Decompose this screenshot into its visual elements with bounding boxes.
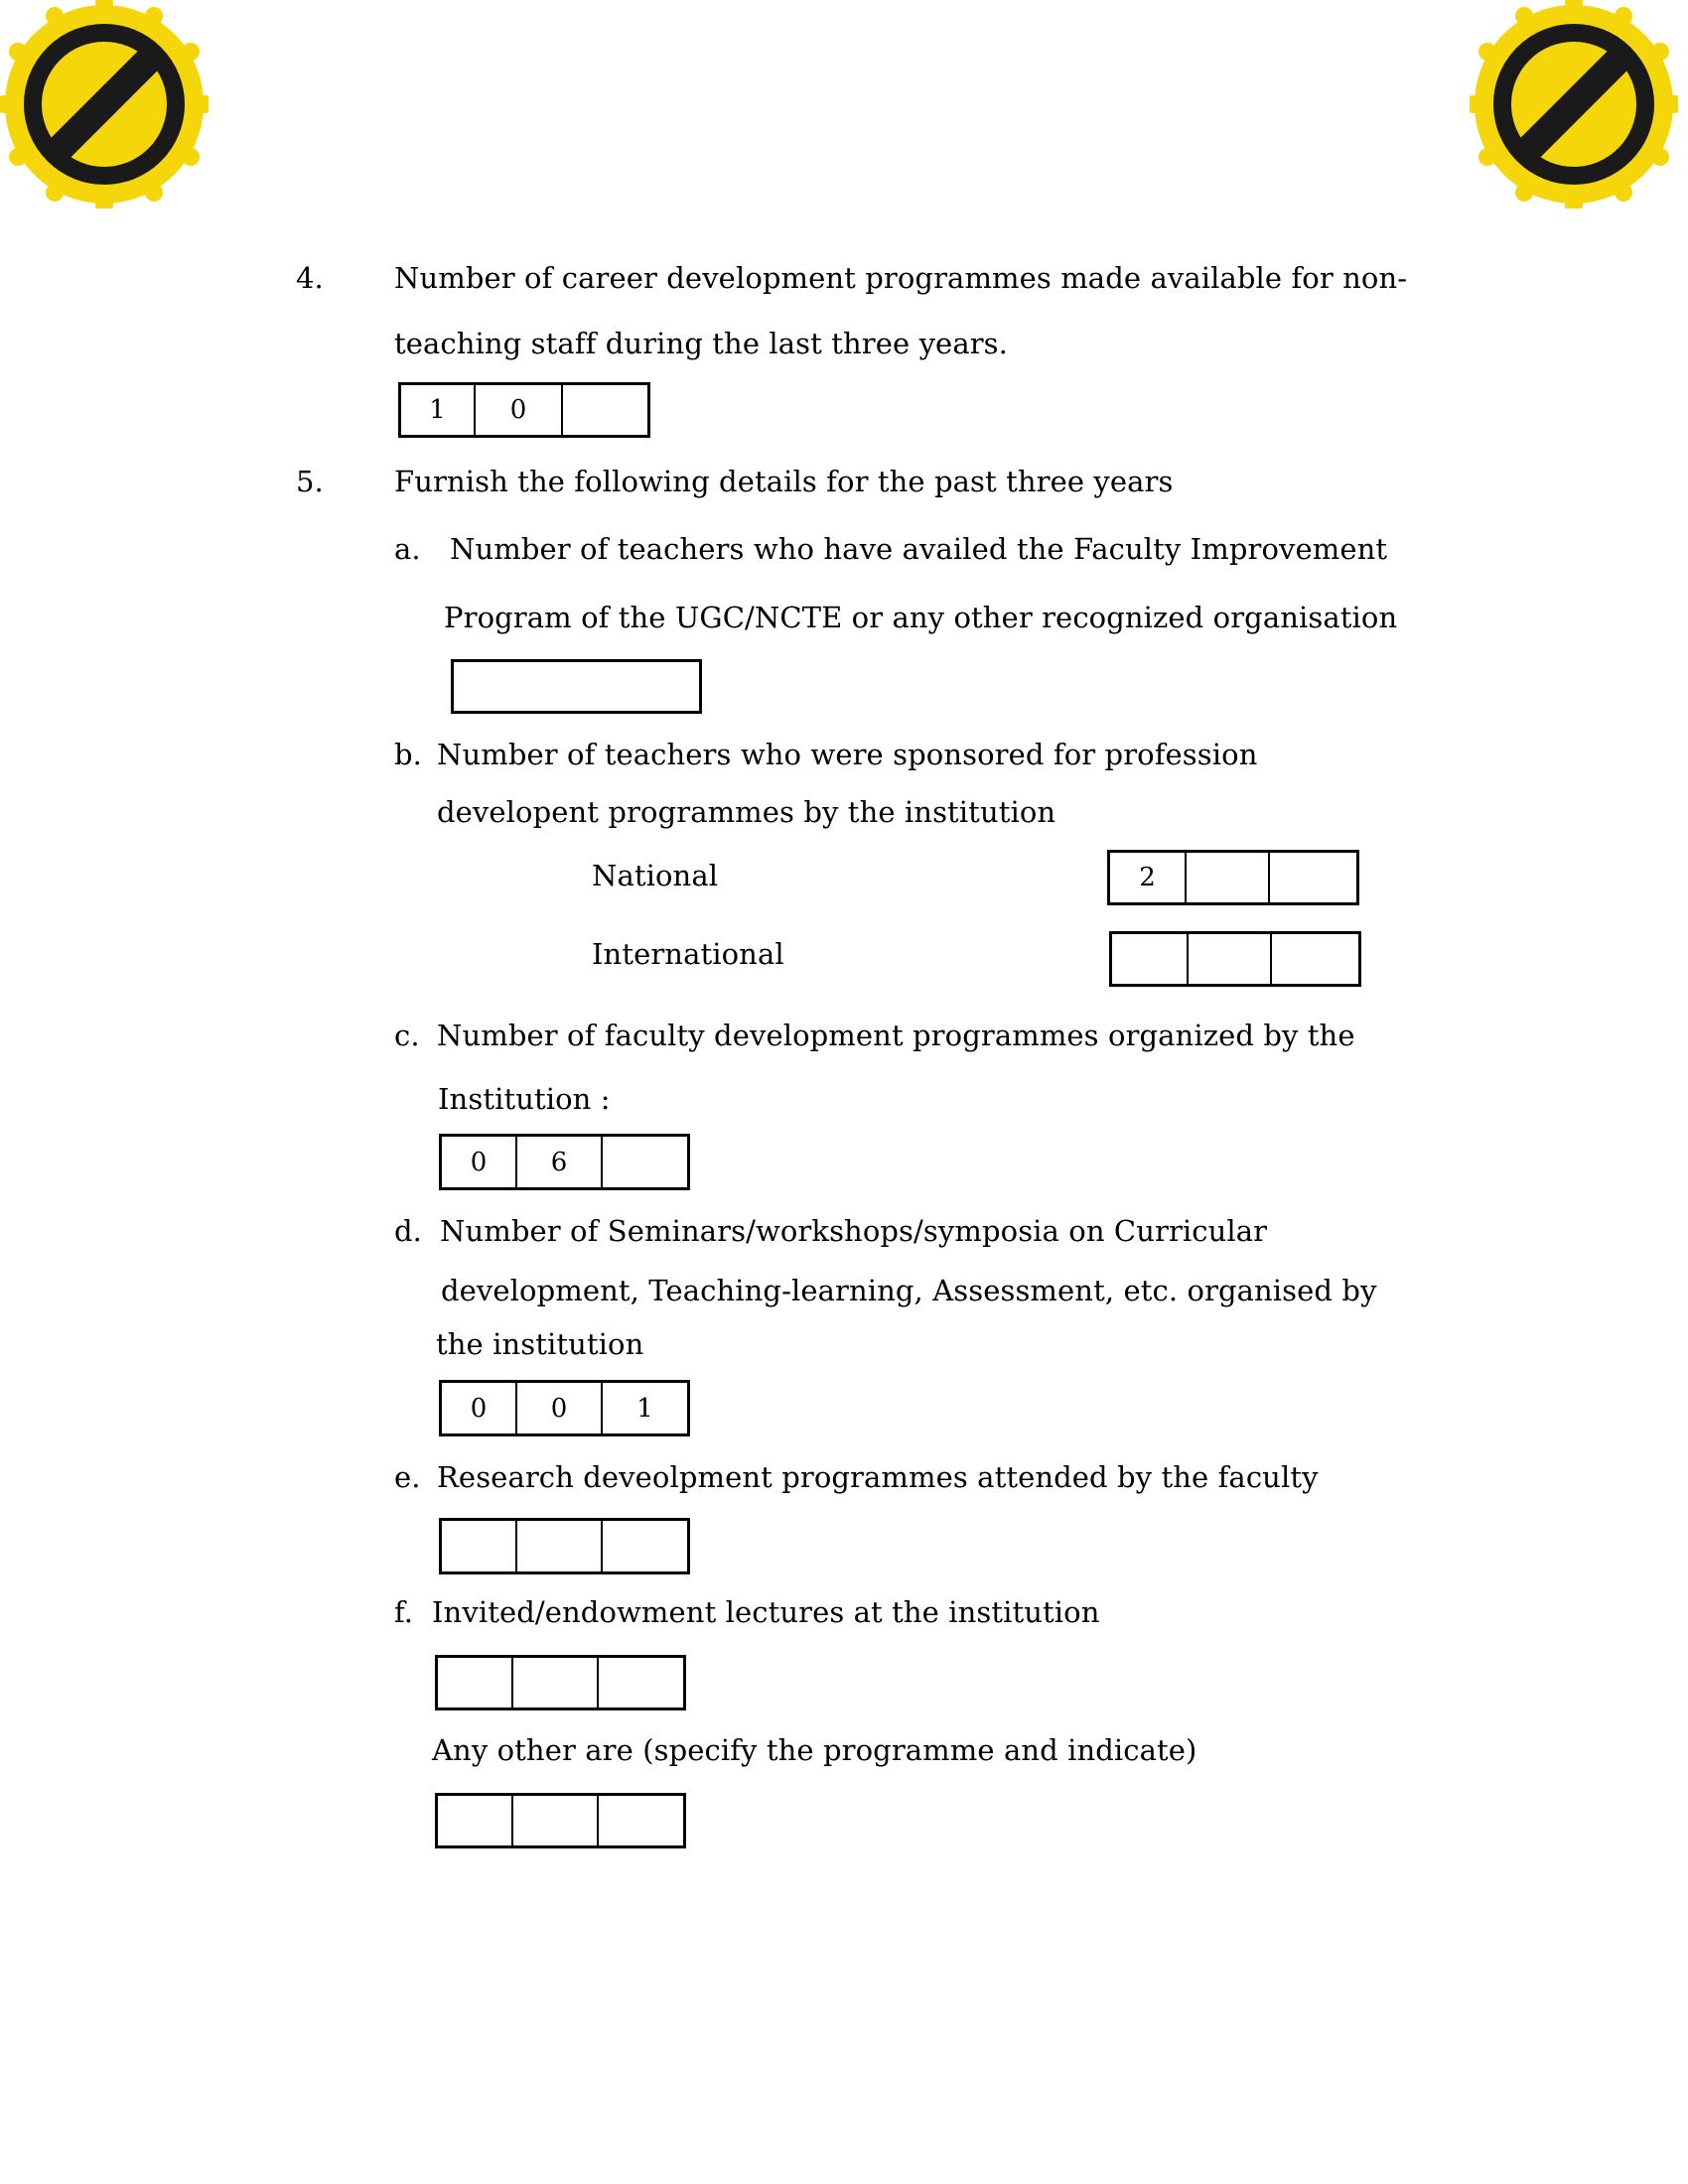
q5b-international-label: International	[592, 937, 784, 971]
q5a-text-line1: Number of teachers who have availed the Faculty Improvement	[450, 532, 1388, 566]
q5b-national-label: National	[592, 859, 719, 892]
q5e-cell-2[interactable]	[517, 1521, 603, 1571]
q5f-cell-2[interactable]	[513, 1658, 599, 1707]
q5d-answer-box[interactable]	[439, 1380, 690, 1436]
q5-other-answer-box[interactable]	[435, 1793, 686, 1848]
q5b-national-cell-3[interactable]	[1270, 853, 1356, 902]
q5a-value[interactable]	[454, 662, 699, 711]
badge-gear-icon	[1470, 0, 1678, 208]
q5-number: 5.	[296, 465, 324, 498]
q4-cell-2[interactable]: 0	[476, 385, 563, 435]
q5-other-cell-2[interactable]	[513, 1796, 599, 1845]
q5a-answer-box[interactable]	[451, 659, 702, 714]
q5a-text-line2: Program of the UGC/NCTE or any other recognized organisation	[444, 601, 1398, 634]
q5b-text-line2: developent programmes by the institution	[437, 795, 1056, 829]
q5e-answer-box[interactable]	[439, 1518, 690, 1574]
q5e-label: e.	[394, 1460, 421, 1494]
q4-cell-3[interactable]	[563, 385, 647, 435]
q5f-label: f.	[394, 1595, 414, 1629]
q5f-cell-1[interactable]	[438, 1658, 513, 1707]
q5c-text-line2: Institution :	[438, 1082, 611, 1116]
q5d-text-line2: development, Teaching-learning, Assessment, etc. organised by	[441, 1274, 1377, 1307]
q5e-text-line1: Research deveolpment programmes attended by the faculty	[437, 1460, 1319, 1494]
q5b-national-cell-1[interactable]: 2	[1110, 853, 1187, 902]
q5b-international-cell-2[interactable]	[1189, 934, 1272, 984]
q5c-text-line1: Number of faculty development programmes organized by the	[437, 1019, 1355, 1052]
q5c-label: c.	[394, 1019, 420, 1052]
q4-text-line2: teaching staff during the last three years.	[394, 327, 1008, 360]
q5d-cell-1[interactable]: 0	[442, 1383, 517, 1433]
q4-number: 4.	[296, 261, 324, 295]
badge-gear-icon	[0, 0, 209, 208]
q5f-text-line1: Invited/endowment lectures at the institution	[432, 1595, 1100, 1629]
q5c-cell-3[interactable]	[603, 1137, 687, 1187]
q5b-label: b.	[394, 738, 422, 771]
q5b-international-cell-3[interactable]	[1272, 934, 1358, 984]
q4-cell-1[interactable]: 1	[401, 385, 476, 435]
q5f-answer-box[interactable]	[435, 1655, 686, 1710]
q5-other-text: Any other are (specify the programme and indicate)	[432, 1733, 1197, 1767]
q5c-cell-1[interactable]: 0	[442, 1137, 517, 1187]
q5d-label: d.	[394, 1214, 422, 1248]
q4-text-line1: Number of career development programmes made available for non-	[394, 261, 1408, 295]
q5e-cell-3[interactable]	[603, 1521, 687, 1571]
q5e-cell-1[interactable]	[442, 1521, 517, 1571]
q5b-international-cell-1[interactable]	[1112, 934, 1189, 984]
q5d-cell-3[interactable]: 1	[636, 1393, 653, 1424]
pdf-xchange-badge-left[interactable]	[0, 0, 209, 208]
q5b-national-box[interactable]	[1107, 850, 1359, 905]
q5-other-cell-3[interactable]	[599, 1796, 683, 1845]
q5f-cell-3[interactable]	[599, 1658, 683, 1707]
q5-intro: Furnish the following details for the past three years	[394, 465, 1174, 498]
q5b-text-line1: Number of teachers who were sponsored for profession	[437, 738, 1258, 771]
q5d-text-line1: Number of Seminars/workshops/symposia on Curricular	[440, 1214, 1268, 1248]
q4-answer-box[interactable]	[398, 382, 650, 438]
q5d-text-line3: the institution	[436, 1327, 644, 1361]
q5b-international-box[interactable]	[1109, 931, 1361, 987]
q5d-cell-2[interactable]: 0	[517, 1383, 603, 1433]
pdf-xchange-badge-right[interactable]	[1470, 0, 1678, 208]
q5c-answer-box[interactable]	[439, 1134, 690, 1190]
q5b-national-cell-2[interactable]	[1187, 853, 1270, 902]
q5-other-cell-1[interactable]	[438, 1796, 513, 1845]
q5c-cell-2[interactable]: 6	[517, 1137, 603, 1187]
q5a-label: a.	[394, 532, 421, 566]
